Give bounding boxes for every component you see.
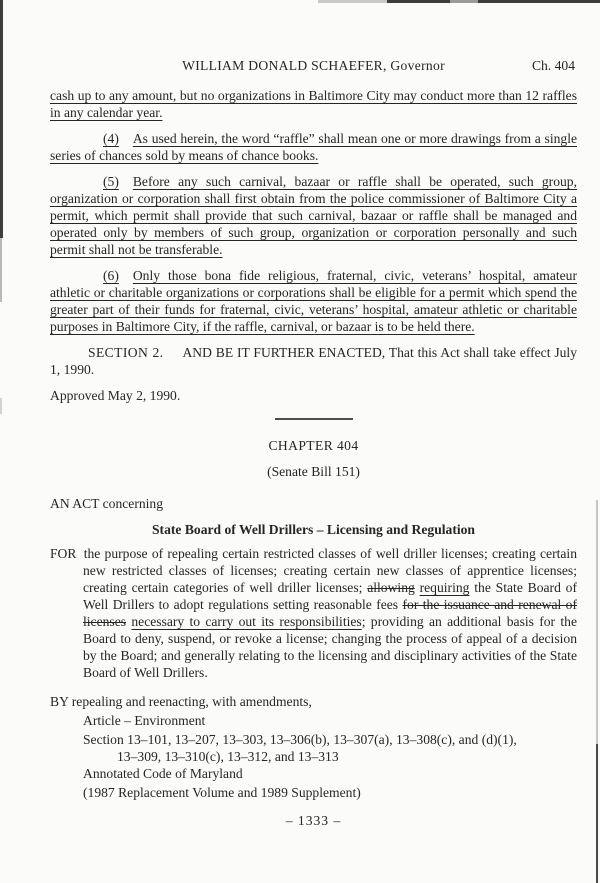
section2-text: AND BE IT FURTHER ENACTED, That this Act shall take effect July 1, 1990.: [50, 345, 578, 377]
page-number: – 1333 –: [285, 813, 342, 828]
for-label: FOR: [50, 546, 77, 561]
chapter-heading: CHAPTER 404: [268, 438, 359, 453]
clause-5: [50, 173, 577, 258]
header-chapter-ref: Ch. 404: [531, 58, 575, 73]
clause-6: [50, 267, 577, 335]
act-title: State Board of Well Drillers – Licensing and Regulation: [152, 522, 475, 537]
purpose-text-1: the purpose of repealing certain restricted classes of well driller licenses; creating certain new restricted classes of licenses; creating certain new classes of apprentice licenses; creating certain categories of well driller licenses;: [83, 546, 577, 595]
section2-label: SECTION 2.: [88, 345, 164, 360]
underline-text-responsibilities: necessary to carry out its responsibilities: [131, 614, 362, 629]
clause-5-number: (5): [103, 174, 119, 189]
strikethrough-text-allowing: allowing: [367, 580, 415, 595]
header-governor: WILLIAM DONALD SCHAEFER, Governor: [182, 58, 445, 73]
clause-5-text: Before any such carnival, bazaar or raffle shall be operated, such group, organization or corporation shall first obtain from the police commissioner of Baltimore City a permit, which permit shall provide that such carnival, bazaar or raffle shall be managed and operated only by members of such group, organization or corporation personally and such permit shall not be transferable.: [50, 174, 577, 257]
by-article: Article – Environment: [83, 713, 206, 728]
continuation-paragraph: cash up to any amount, but no organizations in Baltimore City may conduct more than 12 raffles in any calendar year.: [50, 88, 577, 120]
strikethrough-text-fees: for the issuance and renewal of licenses: [83, 597, 577, 629]
clause-4-number: (4): [103, 131, 119, 146]
an-act-concerning: AN ACT concerning: [50, 496, 164, 511]
purpose-text-3: ; providing an additional basis for the Board to deny, suspend, or revoke a license; changing the process of appeal of a decision by the Board; and generally relating to the licensing and disciplinary activities of the State Board of Well Drillers.: [83, 614, 577, 680]
by-clause: [50, 692, 577, 802]
clause-6-number: (6): [103, 268, 119, 283]
section-divider: [275, 418, 353, 420]
section2-paragraph: [50, 344, 577, 378]
senate-bill-heading: (Senate Bill 151): [267, 464, 360, 479]
by-lead: BY repealing and reenacting, with amendments,: [50, 694, 312, 709]
clause-4-text: As used herein, the word “raffle” shall mean one or more drawings from a single series of chances sold by means of chance books.: [50, 131, 577, 163]
by-supplement: (1987 Replacement Volume and 1989 Supplement): [83, 785, 361, 800]
underline-text-requiring: requiring: [419, 580, 470, 595]
by-code: Annotated Code of Maryland: [83, 766, 243, 781]
clause-4: [50, 130, 577, 164]
clause-6-text: Only those bona fide religious, fraternal, civic, veterans’ hospital, amateur athletic or charitable organizations or corporations shall be eligible for a permit which spend the greater part of their funds for fraternal, civic, veterans’ hospital, amateur athletic or charitable purposes in Baltimore City, if the raffle, carnival, or bazaar is to be held there.: [50, 268, 577, 334]
by-sections-line1: Section 13–101, 13–207, 13–303, 13–306(b), 13–307(a), 13–308(c), and (d)(1),: [83, 732, 517, 747]
purpose-text-2: the State Board of Well Drillers to adopt regulations setting reasonable fees: [83, 580, 578, 612]
approved-line: Approved May 2, 1990.: [50, 388, 181, 403]
by-sections-line2: 13–309, 13–310(c), 13–312, and 13–313: [117, 749, 339, 764]
for-purpose-paragraph: [50, 545, 577, 681]
running-header: [50, 57, 577, 74]
